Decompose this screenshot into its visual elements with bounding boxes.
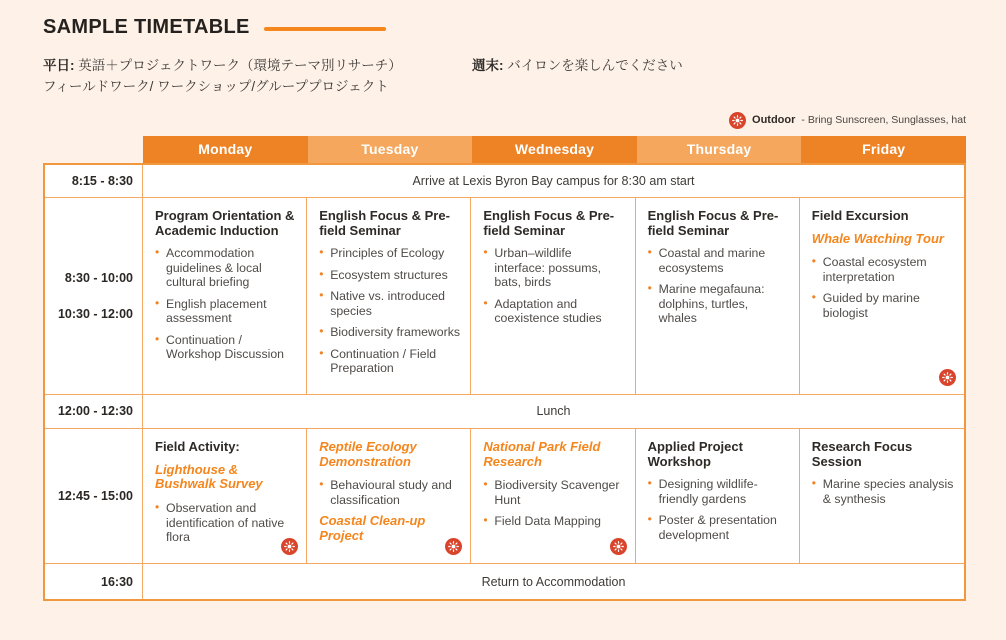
bullet-item: • Coastal and marine ecosystems [648, 246, 790, 275]
timetable-header-row [43, 136, 966, 163]
time-cell [45, 165, 143, 198]
timetable [43, 136, 966, 601]
schedule-cell-friday [800, 198, 964, 395]
day-header-wednesday: Wednesday [472, 136, 637, 163]
cell-title: Research Focus Session [811, 438, 913, 469]
cell-subtitle: Reptile Ecology Demonstration [319, 438, 417, 469]
sun-icon [729, 112, 746, 129]
page-title: SAMPLE TIMETABLE [43, 16, 250, 38]
day-header-monday: Monday [143, 136, 308, 163]
intro-text [43, 56, 966, 98]
schedule-cell-friday [800, 429, 964, 564]
schedule-cell-wednesday [471, 429, 635, 564]
bullet-item: • Observation and identification of native flora [155, 501, 297, 545]
bullet-item: • Urban–wildlife interface: possums, bats, birds [483, 246, 625, 290]
intro-weekend-label: 週末: [472, 58, 504, 73]
bullet-item: • Coastal ecosystem interpretation [812, 255, 955, 284]
time-cell [45, 198, 143, 395]
outdoor-sun-icon [281, 538, 298, 555]
schedule-cell-monday [143, 198, 307, 395]
bullet-item: • Accommodation guidelines & local cultural briefing [155, 246, 297, 290]
cell-subtitle: National Park Field Research [483, 438, 601, 469]
time-cell [45, 395, 143, 429]
schedule-cell-monday [143, 429, 307, 564]
merged-row-text: Arrive at Lexis Byron Bay campus for 8:30 am start [143, 165, 964, 198]
time-label: 8:15 - 8:30 [71, 173, 133, 188]
bullet-item: • Marine megafauna: dolphins, turtles, whales [648, 282, 790, 326]
cell-title: English Focus & Pre-field Seminar [647, 207, 779, 238]
cell-title: Field Activity: [155, 438, 240, 454]
bullet-item: • Continuation / Field Preparation [319, 347, 461, 376]
day-header-friday: Friday [801, 136, 966, 163]
day-header-tuesday: Tuesday [308, 136, 473, 163]
bullet-item: • Native vs. introduced species [319, 289, 461, 318]
cell-subtitle: Whale Watching Tour [811, 230, 944, 246]
cell-subtitle: Lighthouse & Bushwalk Survey [155, 461, 263, 492]
legend-label: Outdoor [752, 114, 796, 127]
day-header-thursday: Thursday [637, 136, 802, 163]
time-cell [45, 564, 143, 599]
outdoor-legend [43, 112, 966, 129]
bullet-item: • Ecosystem structures [319, 268, 461, 283]
title-underline [264, 27, 386, 31]
merged-row-text: Lunch [143, 395, 964, 429]
bullet-item: • Designing wildlife-friendly gardens [648, 477, 790, 506]
outdoor-sun-icon [445, 538, 462, 555]
cell-title: English Focus & Pre-field Seminar [483, 207, 615, 238]
legend-text: - Bring Sunscreen, Sunglasses, hat [801, 114, 966, 127]
time-label: 16:30 [101, 574, 133, 589]
intro-weekend-text: バイロンを楽しんでください [507, 58, 683, 73]
time-label: 10:30 - 12:00 [57, 306, 133, 321]
cell-subtitle: Coastal Clean-up Project [319, 513, 426, 544]
intro-weekday-line2: フィールドワーク/ ワークショップ/グループプロジェクト [43, 78, 389, 94]
bullet-item: • Behavioural study and classification [319, 478, 461, 507]
schedule-cell-wednesday [471, 198, 635, 395]
cell-title: Applied Project Workshop [647, 438, 743, 469]
time-label: 12:45 - 15:00 [57, 488, 133, 503]
intro-weekday-label: 平日: [43, 58, 75, 73]
cell-title: English Focus & Pre-field Seminar [319, 207, 450, 238]
time-label: 12:00 - 12:30 [57, 404, 133, 419]
bullet-item: • Guided by marine biologist [812, 291, 955, 320]
title-row [43, 16, 966, 39]
bullet-item: • Marine species analysis & synthesis [812, 477, 955, 506]
bullet-item: • Principles of Ecology [319, 246, 461, 261]
merged-row-text: Return to Accommodation [143, 564, 964, 599]
schedule-cell-tuesday [307, 198, 471, 395]
bullet-item: • Poster & presentation development [648, 513, 790, 542]
schedule-cell-thursday [636, 198, 800, 395]
intro-weekend [472, 56, 966, 98]
bullet-item: • Biodiversity Scavenger Hunt [483, 478, 625, 507]
bullet-item: • English placement assessment [155, 297, 297, 326]
bullet-item: • Continuation / Workshop Discussion [155, 333, 297, 362]
cell-title: Field Excursion [811, 207, 909, 223]
bullet-item: • Adaptation and coexistence studies [483, 297, 625, 326]
intro-weekday [43, 56, 472, 98]
bullet-item: • Biodiversity frameworks [319, 325, 461, 340]
timetable-body [43, 163, 966, 601]
header-spacer [43, 136, 143, 163]
schedule-cell-tuesday [307, 429, 471, 564]
time-label: 8:30 - 10:00 [64, 270, 133, 285]
bullet-item: • Field Data Mapping [483, 514, 625, 529]
intro-weekday-line1: 英語＋プロジェクトワーク（環境テーマ別リサーチ） [78, 58, 402, 73]
cell-title: Program Orientation & Academic Induction [155, 207, 295, 238]
outdoor-sun-icon [939, 369, 956, 386]
time-cell [45, 429, 143, 564]
schedule-cell-thursday [636, 429, 800, 564]
outdoor-sun-icon [610, 538, 627, 555]
